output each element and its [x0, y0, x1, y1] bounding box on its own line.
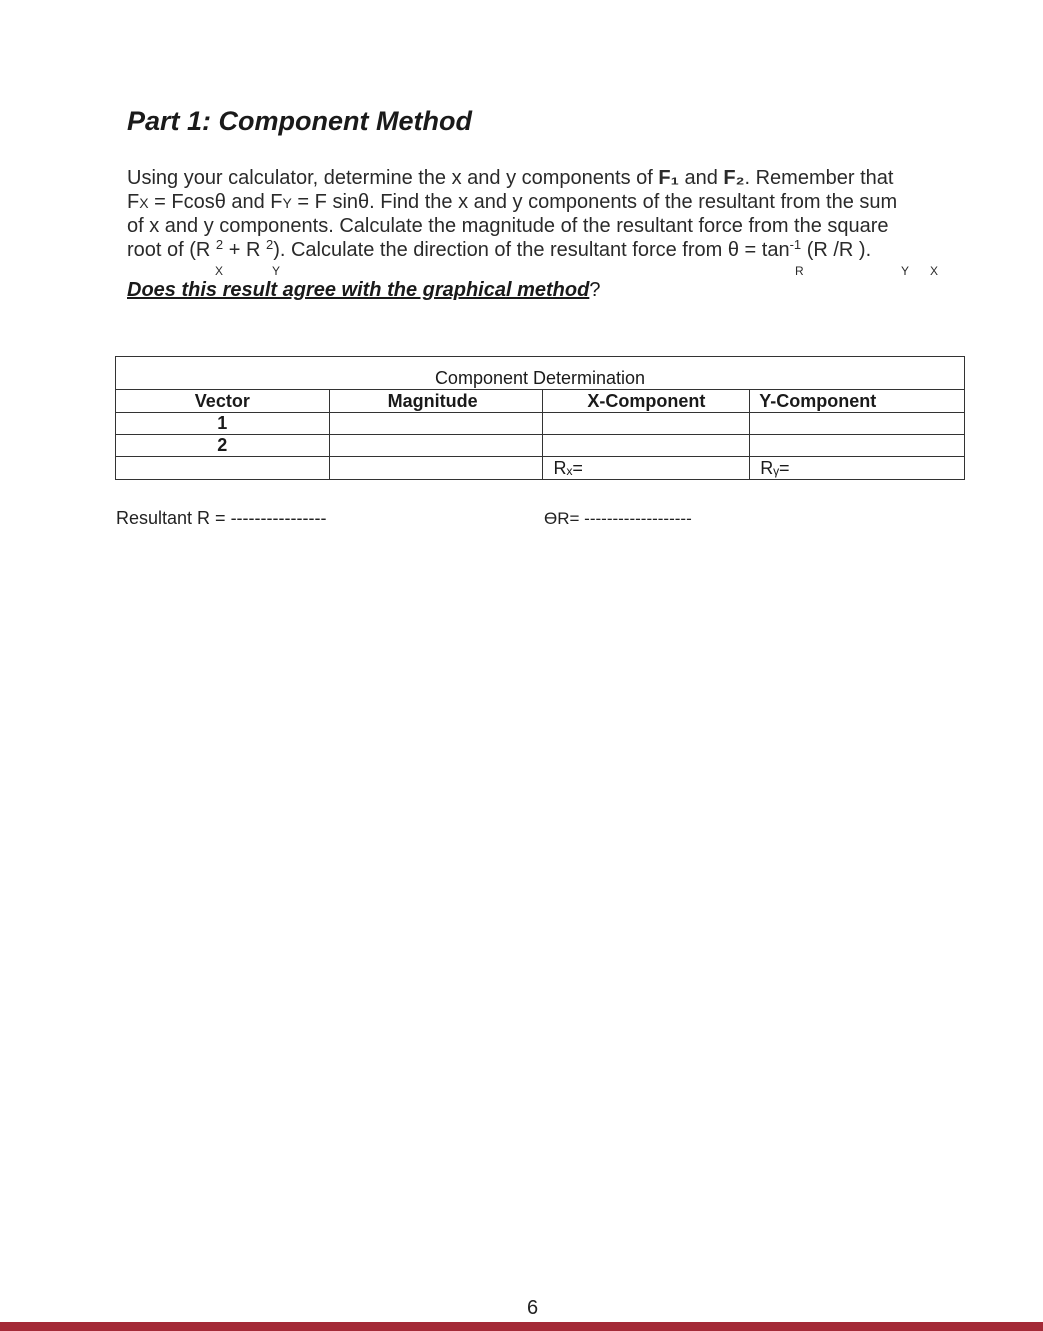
subscript-y: Y: [901, 264, 910, 278]
force-f1: F₁: [658, 167, 679, 189]
x-component-cell: [543, 413, 750, 435]
ry-cell: Rᵧ=: [750, 457, 965, 480]
paragraph-text: . Remember that: [744, 167, 894, 189]
paragraph-text: Using your calculator, determine the x and y components of: [127, 167, 659, 189]
resultant-blank: ----------------: [230, 508, 327, 528]
subscript-y: Y: [282, 195, 292, 211]
paragraph-text: = tan: [744, 239, 790, 261]
page-number: 6: [527, 1297, 539, 1319]
paragraph-line-1: [127, 166, 893, 190]
question-text: Does this result agree with the graphical method: [127, 279, 590, 301]
rx-cell: Rₓ=: [543, 457, 750, 480]
superscript: 2: [265, 237, 274, 252]
x-component-cell: [543, 435, 750, 457]
paragraph-line-4: [127, 238, 871, 264]
subscript-r: R: [795, 264, 804, 278]
header-vector: Vector: [116, 390, 330, 413]
table-row: [116, 413, 965, 435]
superscript: 2: [215, 237, 224, 252]
theta-label: ϴR=: [544, 509, 580, 528]
subscript-y: Y: [272, 264, 281, 278]
subscript-x: X: [215, 264, 224, 278]
table-row: [116, 435, 965, 457]
header-magnitude: Magnitude: [329, 390, 543, 413]
y-component-cell: [750, 413, 965, 435]
page-title: Part 1: Component Method: [127, 106, 472, 136]
vector-cell: 1: [116, 413, 330, 435]
paragraph-line-2: [127, 190, 897, 215]
header-y-component: Y-Component: [750, 390, 965, 413]
bottom-bar: [0, 1322, 1043, 1331]
resultant-label: Resultant R =: [116, 508, 231, 528]
subscript-x: X: [139, 195, 149, 211]
paragraph-text: ). Calculate the direction of the resultant force from θ: [273, 239, 745, 261]
paragraph-line-3: of x and y components. Calculate the magnitude of the resultant force from the square: [127, 215, 889, 237]
force-f2: F₂: [723, 167, 745, 189]
paragraph-text: (R /R ).: [801, 239, 872, 261]
subscript-x: X: [930, 264, 939, 278]
magnitude-cell: [329, 435, 543, 457]
empty-cell: [116, 457, 330, 480]
theta-blank: -------------------: [584, 509, 692, 528]
paragraph-text: F: [127, 191, 140, 213]
table-resultant-row: [116, 457, 965, 480]
theta-line: [544, 509, 692, 529]
question-mark: ?: [589, 279, 601, 301]
table-caption: Component Determination: [116, 357, 965, 390]
superscript: -1: [789, 237, 802, 252]
question: [127, 279, 600, 302]
vector-cell: 2: [116, 435, 330, 457]
paragraph-text: = F sinθ. Find the x and y components of the resultant from the sum: [291, 191, 898, 213]
empty-cell: [329, 457, 543, 480]
resultant-line: [116, 508, 326, 529]
table-header-row: [116, 390, 965, 413]
paragraph-text: = Fcosθ and F: [148, 191, 283, 213]
header-x-component: X-Component: [543, 390, 750, 413]
magnitude-cell: [329, 413, 543, 435]
y-component-cell: [750, 435, 965, 457]
component-table: [115, 356, 965, 480]
table-caption-row: [116, 357, 965, 390]
paragraph-text: root of (R: [127, 239, 216, 261]
paragraph-text: + R: [223, 239, 266, 261]
paragraph-text: and: [678, 167, 724, 189]
